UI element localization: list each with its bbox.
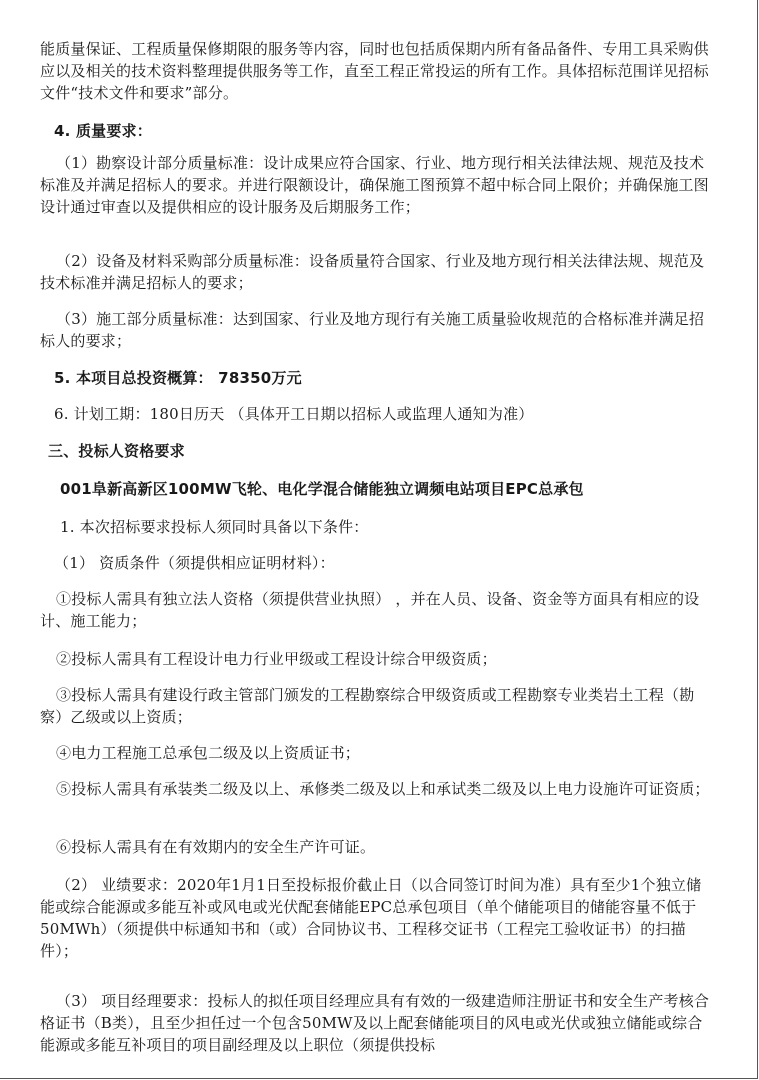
condition-4-paragraph: ④电力工程施工总承包二级及以上资质证书； [56,744,361,762]
condition-1-paragraph: ①投标人需具有独立法人资格（须提供营业执照） ，并在人员、设备、资金等方面具有相应的设计、施工能力； [40,590,700,630]
total-investment-line: 5. 本项目总投资概算： 78350万元 [54,369,302,387]
project-manager-requirement-paragraph: （3） 项目经理要求：投标人的拟任项目经理应具有有效的一级建造师注册证书和安全生产考核合格证书（B类），且至少担任过一个包含50MW及以上配套储能项目的风电或光伏或独立储能或综合能源或多能互补项目的项目副经理及以上职位（须提供投标 [40,992,710,1054]
scope-continuation-paragraph: 能质量保证、工程质量保修期限的服务等内容，同时也包括质保期内所有备品备件、专用工具采购供应以及相关的技术资料整理提供服务等工作，直至工程正常投运的所有工作。具体招标范围详见招标文件“技术文件和要求”部分。 [40,40,709,102]
conditions-intro-line: 1. 本次招标要求投标人须同时具备以下条件： [60,518,369,536]
quality-requirements-heading: 4. 质量要求： [54,122,152,140]
condition-3-paragraph: ③投标人需具有建设行政主管部门颁发的工程勘察综合甲级资质或工程勘察专业类岩土工程（勘察）乙级或以上资质； [40,686,695,726]
construction-quality-paragraph: （3）施工部分质量标准：达到国家、行业及地方现行有关施工质量验收规范的合格标准并满足招标人的要求； [40,310,705,350]
performance-requirement-paragraph: （2） 业绩要求：2020年1月1日至投标报价截止日（以合同签订时间为准）具有至少1个独立储能或综合能源或多能互补或风电或光伏配套储能EPC总承包项目（单个储能项目的储能容量不低于50MWh）（须提供中标通知书和（或）合同协议书、工程移交证书（工程完工验收证书）的扫描件）； [40,876,702,960]
equipment-procurement-quality-paragraph: （2）设备及材料采购部分质量标准：设备质量符合国家、行业及地方现行相关法律法规、规范及技术标准并满足招标人的要求； [40,252,705,292]
survey-design-quality-paragraph: （1）勘察设计部分质量标准：设计成果应符合国家、行业、地方现行相关法律法规、规范及技术标准及并满足招标人的要求。并进行限额设计，确保施工图预算不超中标合同上限价；并确保施工图设计通过审查以及提供相应的设计服务及后期服务工作； [40,154,709,216]
planned-schedule-line: 6. 计划工期：180日历天 （具体开工日期以招标人或监理人通知为准） [54,405,534,423]
bidder-qualification-heading: 三、投标人资格要求 [48,442,185,460]
condition-6-paragraph: ⑥投标人需具有在有效期内的安全生产许可证。 [56,838,376,856]
condition-2-paragraph: ②投标人需具有工程设计电力行业甲级或工程设计综合甲级资质； [56,650,497,668]
qualification-conditions-line: （1） 资质条件（须提供相应证明材料）： [54,554,335,572]
project-title: 001阜新高新区100MW飞轮、电化学混合储能独立调频电站项目EPC总承包 [60,480,584,498]
condition-5-paragraph: ⑤投标人需具有承装类二级及以上、承修类二级及以上和承试类二级及以上电力设施许可证资质； [56,780,710,798]
